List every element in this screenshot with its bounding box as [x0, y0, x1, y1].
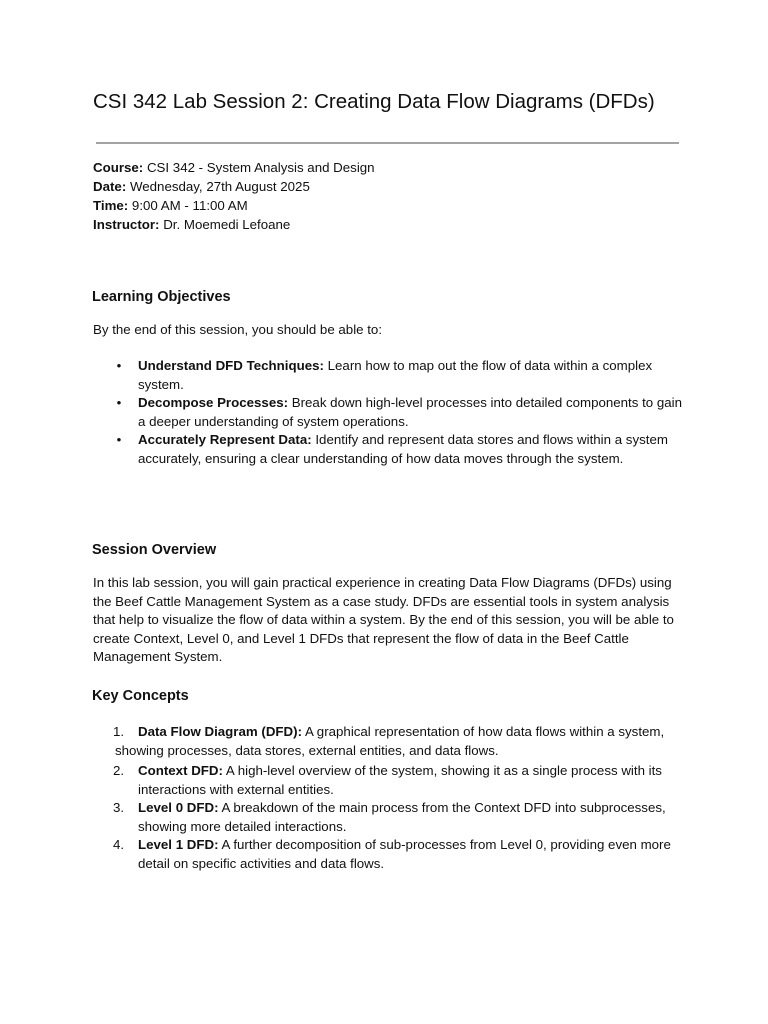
objective-term: Accurately Represent Data:	[138, 432, 312, 447]
objective-term: Understand DFD Techniques:	[138, 358, 324, 373]
time-label: Time:	[93, 198, 129, 213]
instructor-value: Dr. Moemedi Lefoane	[159, 217, 291, 232]
list-item	[93, 799, 685, 836]
instructor-info-row	[93, 215, 375, 234]
course-value: CSI 342 - System Analysis and Design	[143, 160, 375, 175]
list-number: 2.	[113, 763, 125, 778]
key-concepts-list	[93, 723, 685, 873]
time-info-row	[93, 196, 375, 215]
time-value: 9:00 AM - 11:00 AM	[128, 198, 248, 213]
bullet-marker: •	[116, 395, 122, 410]
session-overview-text: In this lab session, you will gain practical experience in creating Data Flow Diagrams (DFDs) using the Beef Cattle Management System as a case study. DFDs are essential tools in system analysis that help to visualize the flow of data within a system. By the end of this session, you will be able to create Context, Level 0, and Level 1 DFDs that represent the flow of data in the Beef Cattle Management System.	[93, 575, 674, 664]
list-item	[93, 394, 685, 431]
concept-term: Data Flow Diagram (DFD):	[138, 724, 303, 739]
concept-term: Level 0 DFD:	[138, 800, 219, 815]
learning-objectives-intro: By the end of this session, you should be able to:	[93, 322, 383, 337]
concept-text: A breakdown of the main process from the Context DFD into subprocesses, showing more detailed interactions.	[138, 800, 666, 834]
concept-text: A graphical representation of how data flows within a system, showing processes, data stores, external entities, and data flows.	[115, 724, 665, 758]
date-value: Wednesday, 27th August 2025	[126, 179, 310, 194]
learning-objectives-list	[93, 357, 685, 468]
title-divider	[96, 142, 679, 144]
date-label: Date:	[93, 179, 127, 194]
list-number: 1.	[113, 724, 125, 739]
objective-term: Decompose Processes:	[138, 395, 289, 410]
objective-text: Break down high-level processes into detailed components to gain a deeper understanding of system operations.	[138, 395, 683, 429]
document-title: CSI 342 Lab Session 2: Creating Data Flow Diagrams (DFDs)	[93, 90, 655, 113]
list-item	[93, 836, 685, 873]
learning-objectives-heading: Learning Objectives	[92, 289, 231, 305]
course-info-block	[93, 158, 375, 234]
list-item	[93, 357, 685, 394]
objective-text: Identify and represent data stores and flows within a system accurately, ensuring a clear understanding of how data moves through the system.	[138, 432, 668, 466]
key-concepts-heading: Key Concepts	[92, 688, 189, 704]
concept-term: Level 1 DFD:	[138, 837, 219, 852]
course-info-row	[93, 158, 375, 177]
instructor-label: Instructor:	[93, 217, 160, 232]
list-item	[93, 723, 685, 760]
course-label: Course:	[93, 160, 144, 175]
list-number: 3.	[113, 800, 125, 815]
concept-term: Context DFD:	[138, 763, 223, 778]
session-overview-heading: Session Overview	[92, 542, 217, 558]
bullet-marker: •	[116, 358, 122, 373]
list-item	[93, 762, 685, 799]
list-number: 4.	[113, 837, 125, 852]
bullet-marker: •	[116, 432, 122, 447]
concept-text: A high-level overview of the system, showing it as a single process with its interactions with external entities.	[138, 763, 662, 797]
list-item	[93, 431, 685, 468]
date-info-row	[93, 177, 375, 196]
objective-text: Learn how to map out the flow of data within a complex system.	[138, 358, 653, 392]
concept-text: A further decomposition of sub-processes from Level 0, providing even more detail on specific activities and data flows.	[138, 837, 671, 871]
